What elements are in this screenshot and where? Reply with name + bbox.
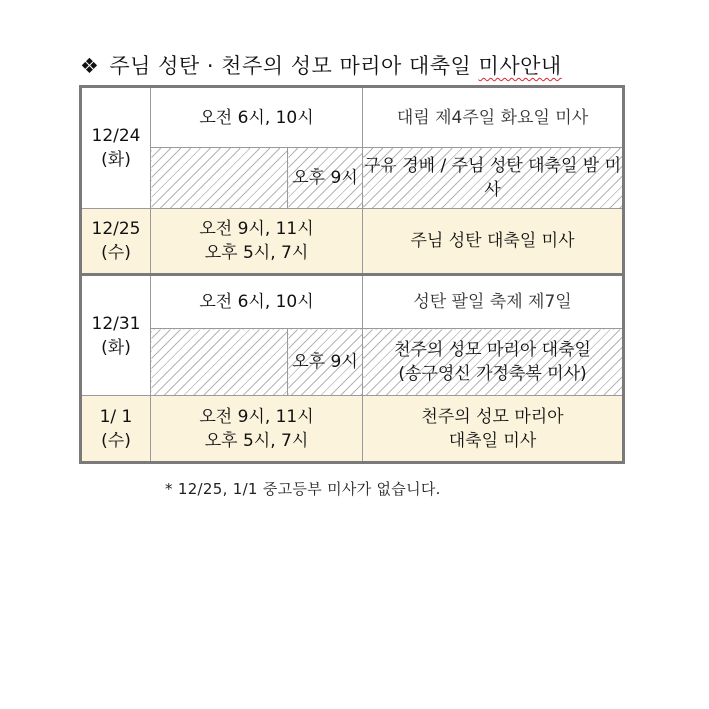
title-underlined-text: 미사안내 [478,54,562,78]
date: 12/31 [91,313,141,334]
table-row [81,396,624,463]
time-line: 오후 5시, 7시 [204,430,309,451]
cropped-next-line [90,516,390,526]
mass-description: 주님 성탄 대축일 미사 [363,209,624,275]
table-row [81,148,624,209]
time-cell: 오후 9시 [288,329,363,396]
time-cell: 오전 6시, 10시 [151,87,363,148]
description-line: (송구영신 가정축복 미사) [398,364,587,384]
empty-hatched-cell [151,329,288,396]
mass-description [363,329,624,396]
date-cell [81,275,151,396]
diamond-bullet-icon: ❖ [80,54,100,78]
footnote: * 12/25, 1/1 중고등부 미사가 없습니다. [165,480,441,498]
table-row [81,329,624,396]
title-text: 주님 성탄 · 천주의 성모 마리아 대축일 [109,54,479,78]
time-line: 오전 9시, 11시 [199,406,314,427]
weekday: (화) [101,337,131,358]
date-cell [81,209,151,275]
description-line: 대축일 미사 [448,430,537,451]
weekday: (화) [101,150,131,170]
time-cell: 오후 9시 [288,148,363,209]
mass-description [363,396,624,463]
time-line: 오전 9시, 11시 [199,219,314,239]
time-cell [151,209,363,275]
mass-schedule-table [79,85,625,464]
table-row [81,209,624,275]
weekday: (수) [101,243,131,263]
time-cell: 오전 6시, 10시 [151,275,363,329]
time-line: 오후 5시, 7시 [204,243,309,263]
mass-description: 성탄 팔일 축제 제7일 [363,275,624,329]
description-line: 천주의 성모 마리아 [421,406,564,427]
date-cell [81,87,151,209]
date: 1/ 1 [99,406,133,427]
mass-description: 대림 제4주일 화요일 미사 [363,87,624,148]
date: 12/25 [91,219,141,239]
empty-hatched-cell [151,148,288,209]
table-row [81,275,624,329]
date-cell [81,396,151,463]
page-title [80,50,562,80]
date: 12/24 [91,126,141,146]
description-line: 천주의 성모 마리아 대축일 [394,340,591,360]
table-row [81,87,624,148]
weekday: (수) [101,430,131,451]
mass-description: 구유 경배 / 주님 성탄 대축일 밤 미사 [363,148,624,209]
time-cell [151,396,363,463]
